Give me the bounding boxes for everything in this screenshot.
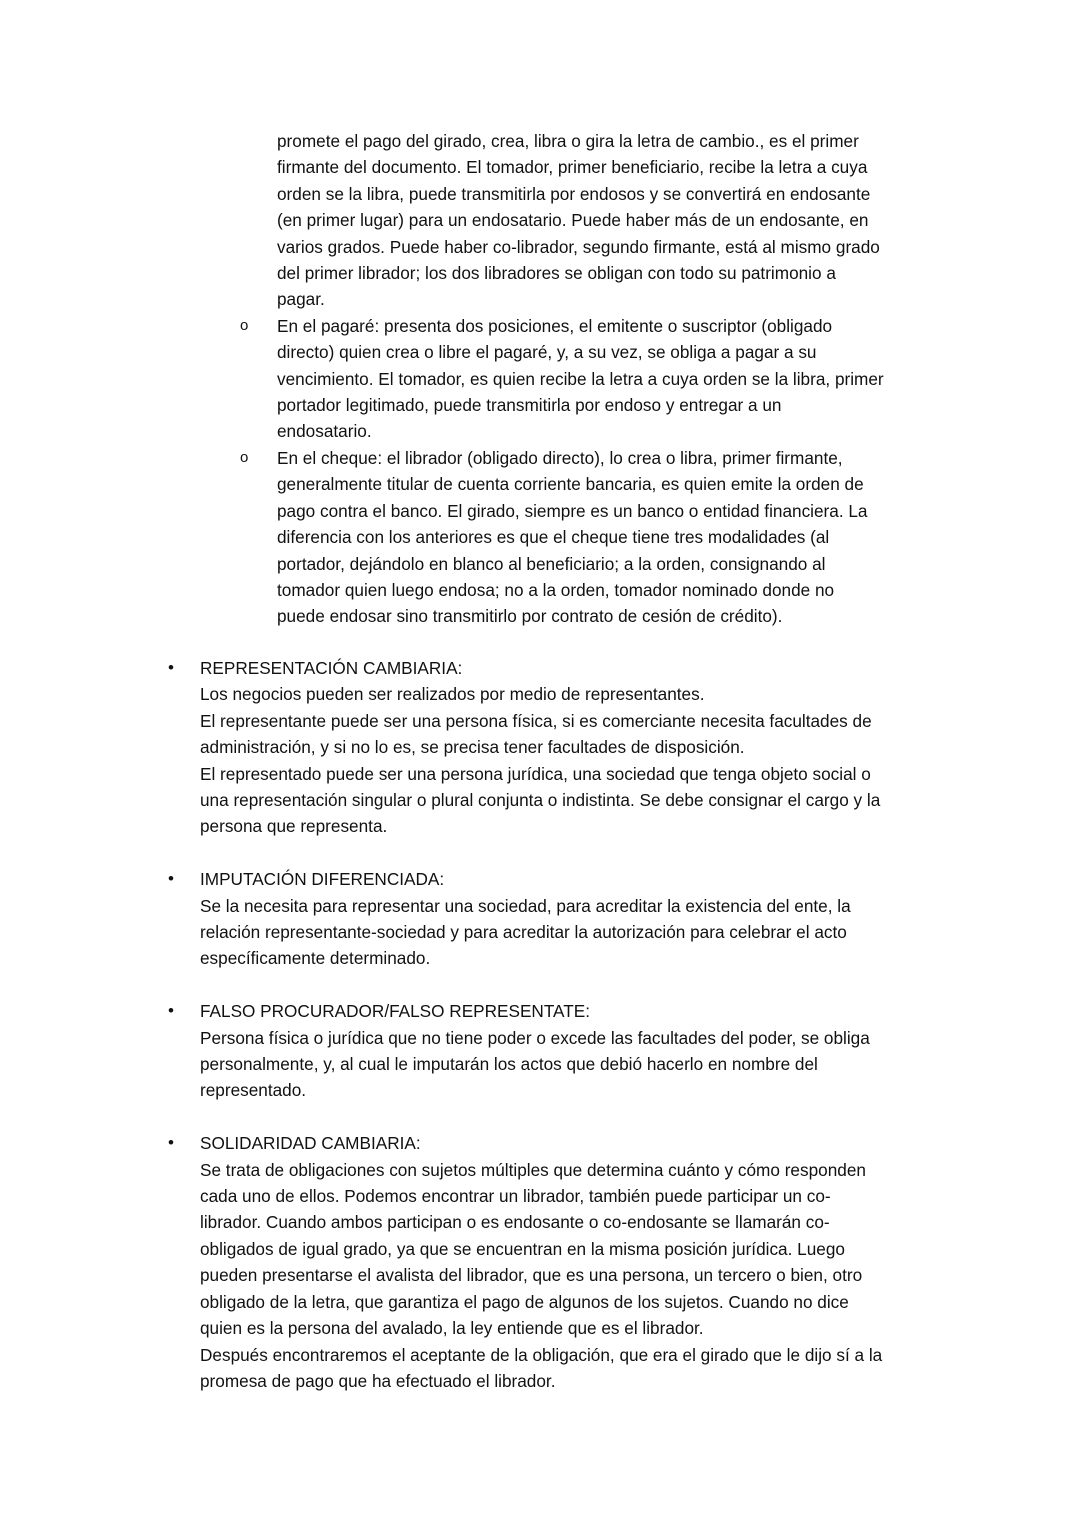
text-line: firmante del documento. El tomador, primer beneficiario, recibe la letra a cuya	[277, 157, 868, 178]
text-line: tomador quien luego endosa; no a la orden, tomador nominado donde no	[277, 579, 835, 600]
text-line: librador. Cuando ambos participan o es endosante o co-endosante se llamarán co-	[200, 1212, 830, 1233]
hollow-bullet-icon: o	[240, 448, 249, 466]
text-line: diferencia con los anteriores es que el cheque tiene tres modalidades (al	[277, 527, 830, 548]
text-line: pueden presentarse el avalista del librador, que es una persona, un tercero o bien, otro	[200, 1265, 863, 1286]
section-heading: SOLIDARIDAD CAMBIARIA:	[200, 1133, 421, 1154]
section-heading: IMPUTACIÓN DIFERENCIADA:	[200, 869, 445, 890]
section-imputacion	[164, 866, 939, 972]
text-line: pagar.	[277, 289, 325, 310]
text-line: El representado puede ser una persona jurídica, una sociedad que tenga objeto social o	[200, 763, 871, 784]
text-line: administración, y si no lo es, se precisa tener facultades de disposición.	[200, 737, 745, 758]
text-line: específicamente determinado.	[200, 948, 431, 969]
bullet-icon: •	[168, 1133, 174, 1153]
text-line: orden se la libra, puede transmitirla por endosos y se convertirá en endosante	[277, 183, 871, 204]
text-line: El representante puede ser una persona física, si es comerciante necesita facultades de	[200, 710, 872, 731]
text-line: directo) quien crea o libre el pagaré, y, a su vez, se obliga a pagar a su	[277, 342, 817, 363]
text-line: portador, dejándolo en blanco al beneficiario; a la orden, consignando al	[277, 553, 826, 574]
bullet-icon: •	[168, 869, 174, 889]
text-line: obligados de igual grado, ya que se encuentran en la misma posición jurídica. Luego	[200, 1238, 845, 1259]
text-line: persona que representa.	[200, 816, 388, 837]
text-line: obligado de la letra, que garantiza el pago de algunos de los sujetos. Cuando no dice	[200, 1291, 849, 1312]
text-line: una representación singular o plural conjunta o indistinta. Se debe consignar el cargo y la	[200, 790, 881, 811]
bullet-icon: •	[168, 1001, 174, 1021]
text-line: Después encontraremos el aceptante de la obligación, que era el girado que le dijo sí a la	[200, 1344, 883, 1365]
sub-item-pagare	[236, 313, 936, 445]
text-line: endosatario.	[277, 421, 372, 442]
sub-list	[236, 128, 936, 630]
text-line: varios grados. Puede haber co-librador, segundo firmante, está al mismo grado	[277, 236, 880, 257]
text-line: portador legitimado, puede transmitirla por endoso y entregar a un	[277, 395, 782, 416]
main-list	[164, 655, 939, 1421]
text-line: (en primer lugar) para un endosatario. Puede haber más de un endosante, en	[277, 210, 869, 231]
text-line: vencimiento. El tomador, es quien recibe la letra a cuya orden se la libra, primer	[277, 368, 884, 389]
text-line: promete el pago del girado, crea, libra o gira la letra de cambio., es el primer	[277, 131, 859, 151]
text-line: representado.	[200, 1080, 307, 1101]
text-line: pago contra el banco. El girado, siempre es un banco o entidad financiera. La	[277, 500, 868, 521]
bullet-icon: •	[168, 658, 174, 677]
text-line: Persona física o jurídica que no tiene poder o excede las facultades del poder, se obliga	[200, 1027, 870, 1048]
section-solidaridad	[164, 1130, 939, 1394]
text-line: quien es la persona del avalado, la ley entiende que es el librador.	[200, 1318, 704, 1339]
text-line: relación representante-sociedad y para acreditar la autorización para celebrar el acto	[200, 922, 847, 943]
section-heading: FALSO PROCURADOR/FALSO REPRESENTATE:	[200, 1001, 590, 1022]
text-line: Los negocios pueden ser realizados por medio de representantes.	[200, 684, 705, 705]
continuation-paragraph	[236, 128, 936, 313]
text-line: En el pagaré: presenta dos posiciones, el emitente o suscriptor (obligado	[277, 315, 833, 336]
section-falso-procurador	[164, 998, 939, 1104]
text-line: del primer librador; los dos libradores se obligan con todo su patrimonio a	[277, 263, 836, 284]
text-line: Se trata de obligaciones con sujetos múltiples que determina cuánto y cómo responden	[200, 1159, 866, 1180]
sub-item-cheque	[236, 445, 936, 630]
hollow-bullet-icon: o	[240, 316, 249, 334]
text-line: promesa de pago que ha efectuado el librador.	[200, 1370, 556, 1391]
text-line: En el cheque: el librador (obligado directo), lo crea o libra, primer firmante,	[277, 447, 843, 468]
text-line: cada uno de ellos. Podemos encontrar un librador, también puede participar un co-	[200, 1186, 831, 1207]
section-heading: REPRESENTACIÓN CAMBIARIA:	[200, 658, 463, 678]
text-line: generalmente titular de cuenta corriente bancaria, es quien emite la orden de	[277, 474, 864, 495]
section-representacion	[164, 655, 939, 840]
text-line: Se la necesita para representar una sociedad, para acreditar la existencia del ente, la	[200, 895, 851, 916]
text-line: personalmente, y, al cual le imputarán los actos que debió hacerlo en nombre del	[200, 1054, 818, 1075]
text-line: puede endosar sino transmitirlo por contrato de cesión de crédito).	[277, 606, 783, 627]
